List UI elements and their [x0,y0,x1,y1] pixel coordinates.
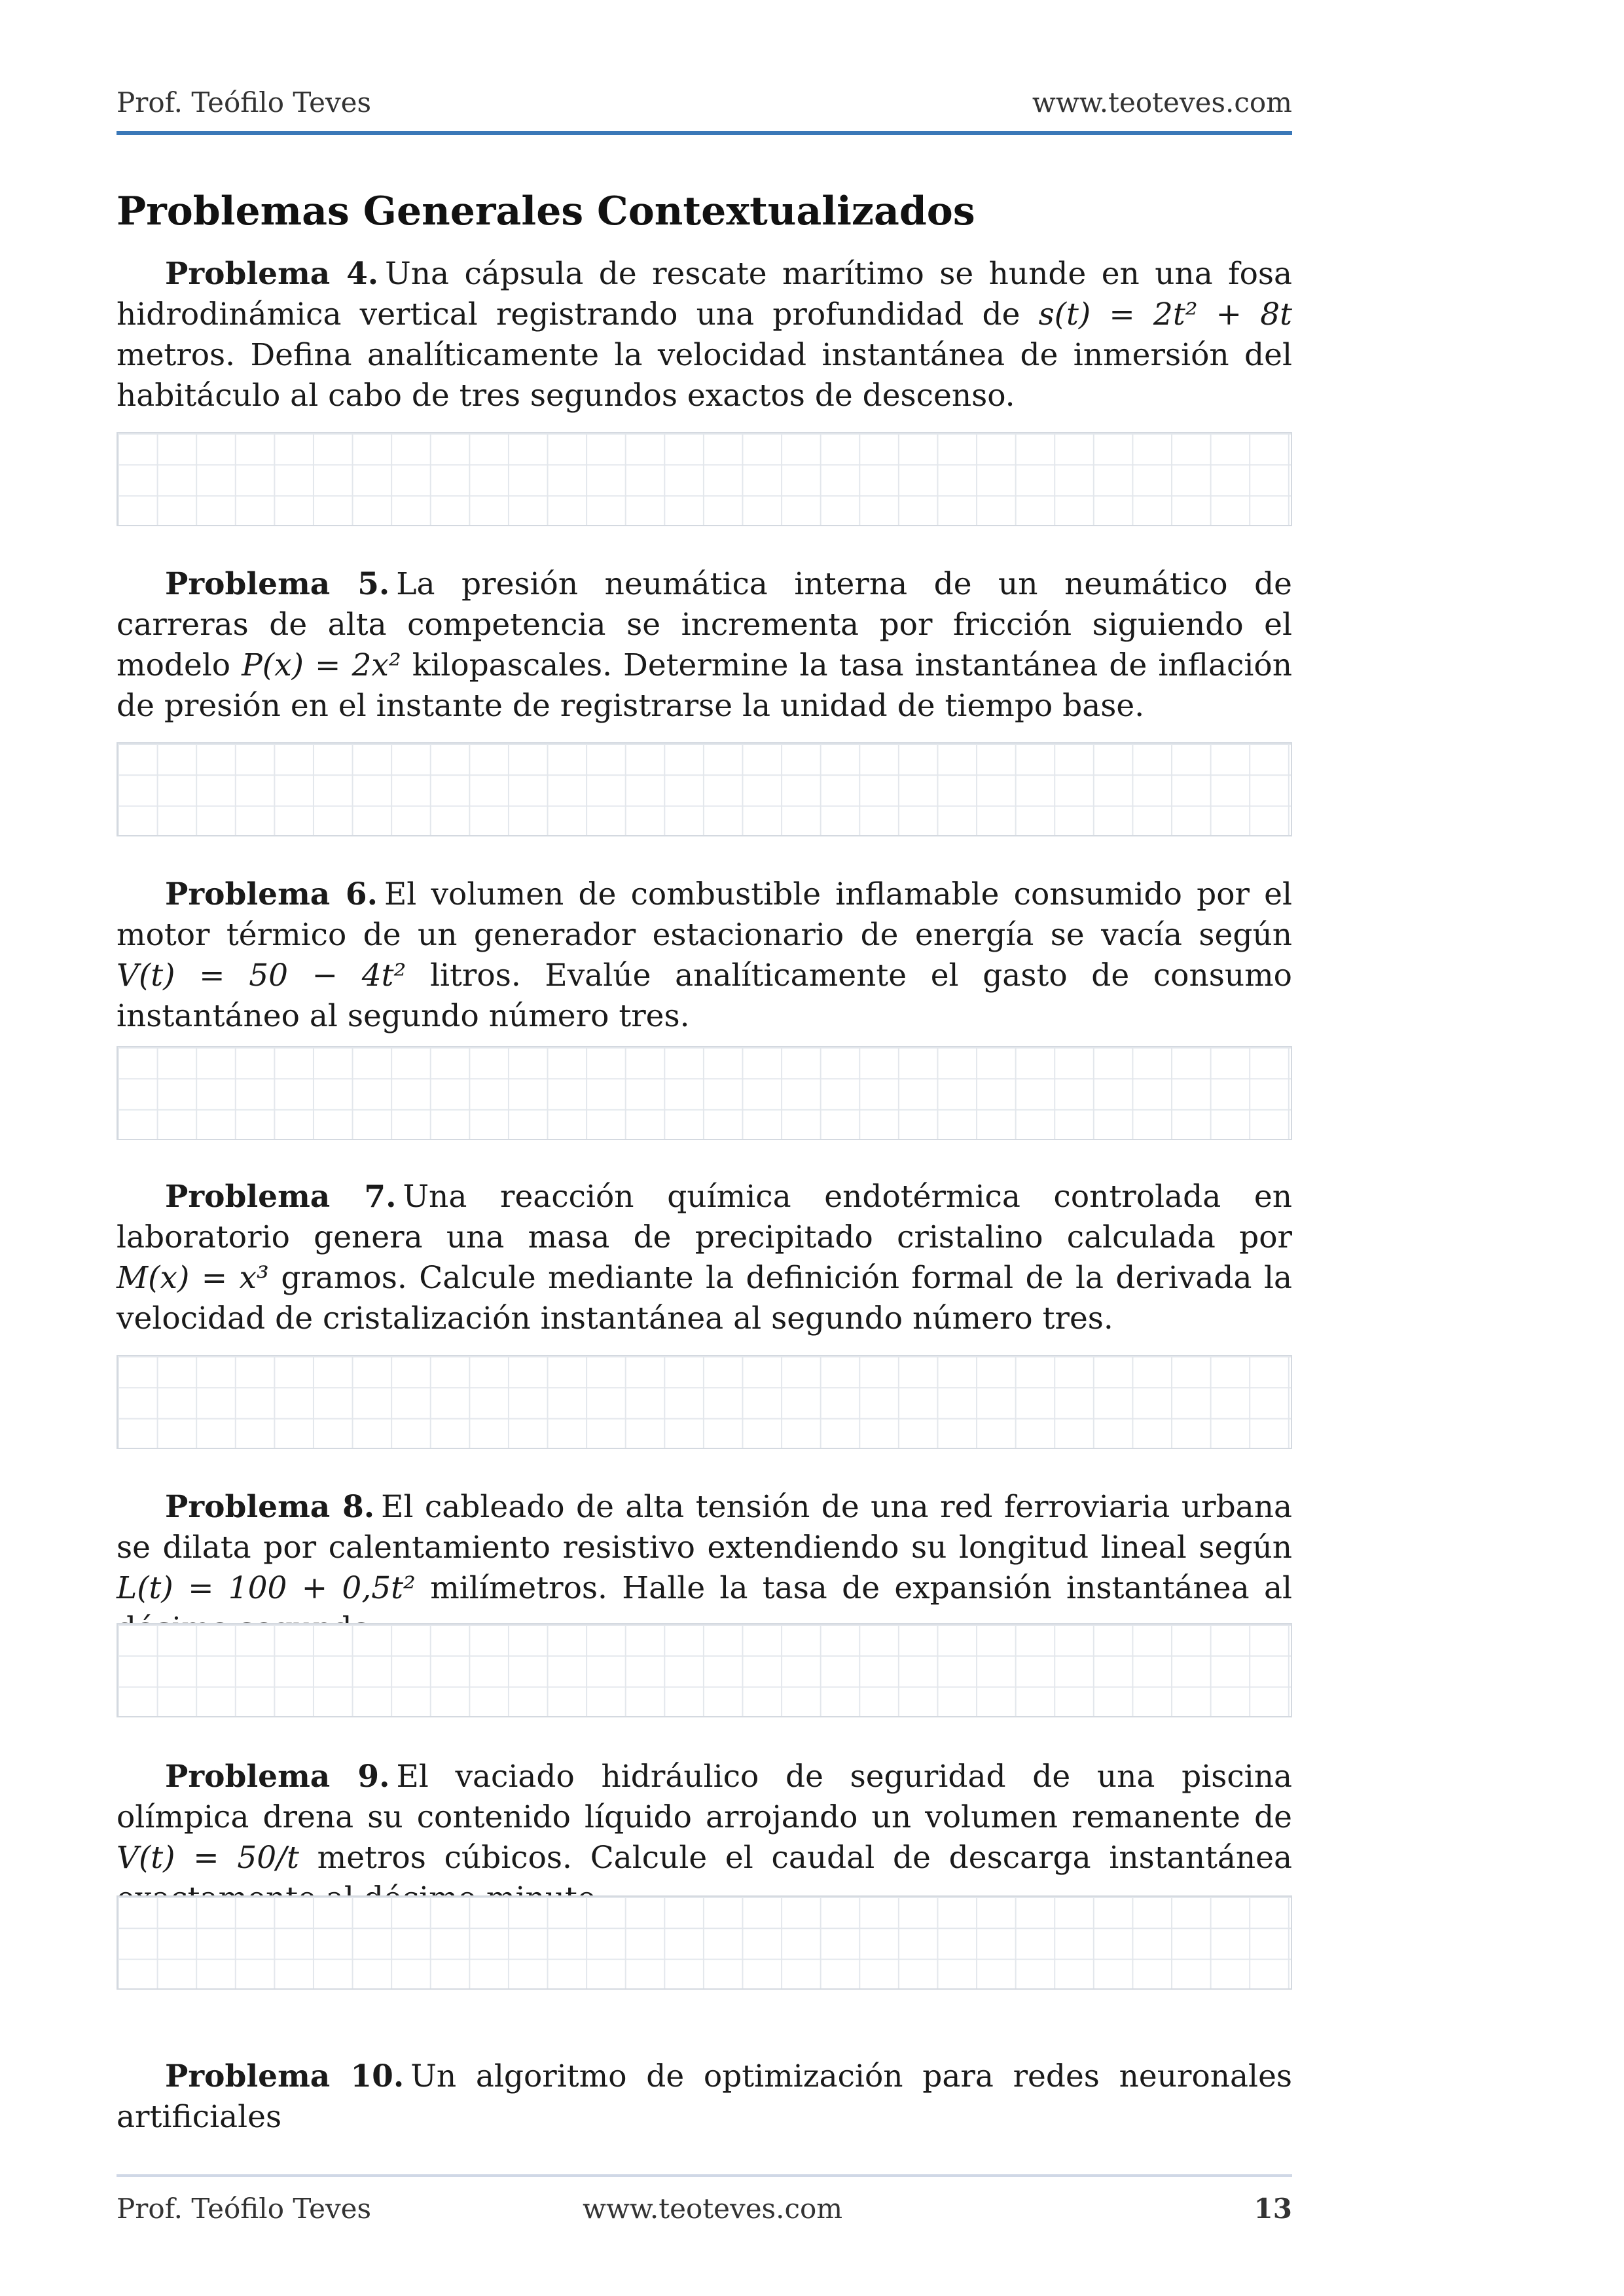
footer-website: www.teoteves.com [583,2193,843,2225]
problem-4 [117,254,1292,416]
problem-formula: V(t) = 50/t [117,1840,299,1876]
problem-text: El cableado de alta tensión de una red ferroviaria urbana se dilata por calentamiento resistivo extendiendo su longitud lineal según [117,1489,1292,1566]
problem-text-end: metros. Defina analíticamente la velocidad instantánea de inmersión del habitáculo al cabo de tres segundos exactos de descenso. [117,337,1292,414]
answer-grid-7 [117,1355,1292,1449]
problem-text-end: metros cúbicos. Calcule el caudal de descarga instantánea [317,1840,1292,1876]
answer-grid-5 [117,742,1292,836]
problem-label: Problema 4. [165,256,379,292]
problem-text-end: gramos. Calcule mediante la definición formal de la derivada la velocidad de cristalización instantánea al segundo número tres. [117,1260,1292,1336]
problem-text: El volumen de combustible inflamable consumido por el motor térmico de un generador estacionario de energía se vacía según [117,876,1293,953]
problem-text-end: kilopascales. Determine la tasa instantánea de inflación de presión en el instante de registrarse la unidad de tiempo base. [117,647,1292,724]
answer-grid-4 [117,432,1292,526]
section-title: Problemas Generales Contextualizados [117,188,975,234]
problem-label: Problema 8. [165,1489,375,1525]
problem-text: El vaciado hidráulico de seguridad de una piscina olímpica drena su contenido líquido arrojando un volumen remanente de [117,1759,1292,1835]
page-header [117,79,1292,135]
header-author: Prof. Teófilo Teves [117,86,372,118]
problem-6 [117,874,1292,1037]
answer-grid-8 [117,1623,1292,1717]
problem-9 [117,1757,1292,1919]
problem-formula: s(t) = 2t² + 8t [1038,296,1292,332]
problem-text-end: milímetros. Halle la tasa de expansión instantánea al [430,1570,1292,1606]
answer-grid-6 [117,1046,1292,1140]
problem-formula: M(x) = x³ [117,1260,269,1296]
problem-formula: L(t) = 100 + 0,5t² [117,1570,416,1606]
page-footer [117,2174,1292,2229]
problem-7 [117,1177,1292,1339]
problem-text: Un algoritmo de optimización para redes neuronales artificiales [117,2058,1293,2135]
page-number: 13 [1254,2193,1292,2225]
header-website: www.teoteves.com [1032,86,1292,118]
problem-label: Problema 10. [165,2058,405,2094]
problem-text: Una cápsula de rescate marítimo se hunde en una fosa hidrodinámica vertical registrando una profundidad de [117,256,1293,332]
problem-formula: P(x) = 2x² [242,647,401,683]
problem-label: Problema 5. [165,566,390,602]
problem-text: La presión neumática interna de un neumático de carreras de alta competencia se incrementa por fricción siguiendo el modelo [117,566,1292,683]
problem-text: Una reacción química endotérmica controlada en laboratorio genera una masa de precipitado cristalino calculada por [117,1179,1293,1255]
problem-10 [117,2056,1292,2138]
problem-label: Problema 7. [165,1179,397,1215]
footer-author: Prof. Teófilo Teves [117,2193,372,2225]
problem-label: Problema 6. [165,876,378,912]
problem-5 [117,564,1292,726]
problem-formula: V(t) = 50 − 4t² [117,958,406,994]
problem-label: Problema 9. [165,1759,390,1795]
answer-grid-9 [117,1895,1292,1990]
problem-text-end: litros. Evalúe analíticamente el gasto de consumo instantáneo al segundo número tres. [117,958,1292,1034]
